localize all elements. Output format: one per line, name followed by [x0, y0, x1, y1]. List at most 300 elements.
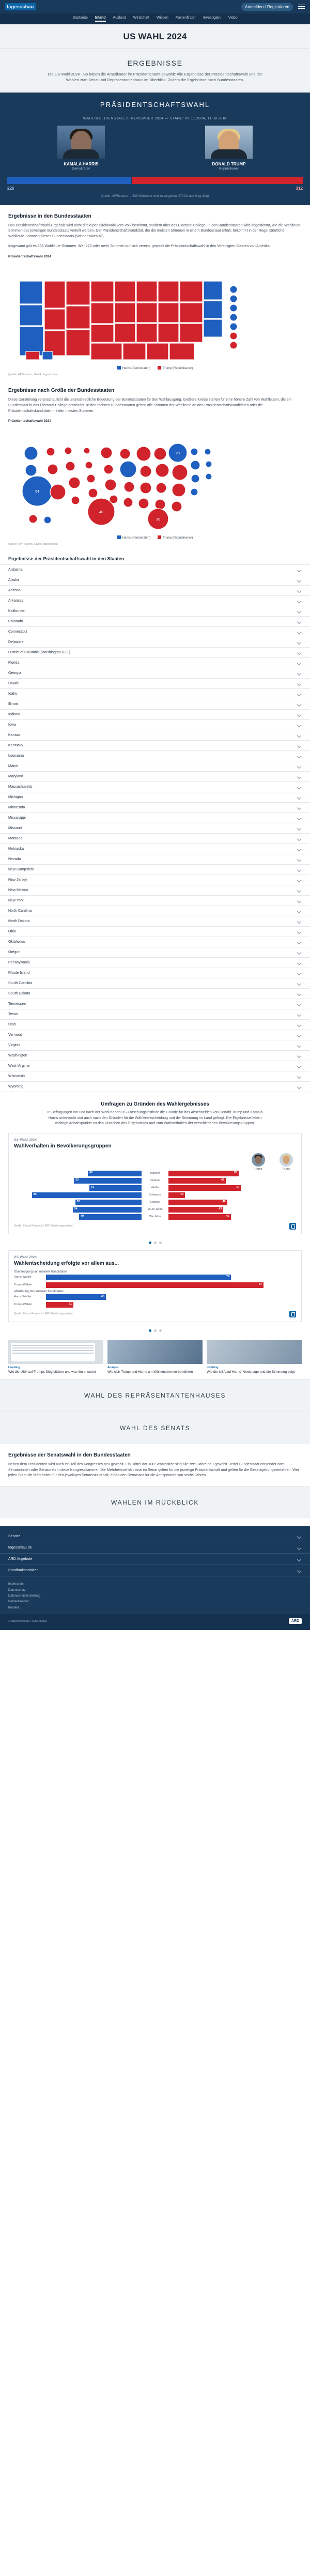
chart1-bar-rep-wrap: [168, 1200, 296, 1205]
state-accordion-label: Wyoming: [8, 1085, 24, 1089]
state-accordion-label: Maine: [8, 764, 19, 769]
state-accordion-label: New Mexico: [8, 888, 28, 893]
carousel-dots-1[interactable]: [0, 1239, 310, 1245]
chevron-down-icon: [297, 982, 301, 986]
chevron-down-icon: [297, 878, 301, 882]
senate-section-heading: Ergebnisse der Senatswahl in den Bundesstaaten: [8, 1452, 131, 1458]
chevron-down-icon: [297, 868, 301, 872]
footer-item-label-2: ARD Angebote: [8, 1557, 33, 1561]
state-accordion-item[interactable]: [0, 699, 310, 710]
state-accordion-item[interactable]: [0, 927, 310, 937]
state-accordion-item[interactable]: [0, 916, 310, 927]
state-accordion-item[interactable]: [0, 999, 310, 1009]
chart1-bar-rep-wrap: [168, 1171, 296, 1176]
chevron-down-icon: [297, 599, 301, 603]
retrospective-band-title: WAHLEN IM RÜCKBLICK: [111, 1499, 199, 1507]
footer-link[interactable]: Datenschutzeinstellung: [8, 1594, 41, 1598]
chevron-down-icon: [297, 888, 301, 893]
cartogram-paragraph: Diese Darstellung veranschaulicht die unterschiedliche Bedeutung der Bundesstaaten für den Wahlausgang. Größere Kreise stehen für eine höhere Zahl von Wahlleuten, die ein Bundesstaat in das Electoral College entsendet. In den meisten Bundesstaaten gehen alle Stimmen der Wahlleute an den Präsidentschaftskandidaten oder die Präsidentschaftskandidatin mit den meisten Stimmen.: [8, 397, 292, 413]
svg-text:54: 54: [35, 490, 39, 494]
teaser-image-1: [8, 1340, 103, 1364]
state-accordion-label: Nebraska: [8, 847, 24, 851]
state-accordion-label: Kansas: [8, 733, 21, 738]
state-accordion-label: District of Columbia (Washington D.C.): [8, 651, 70, 655]
chevron-down-icon: [297, 1033, 301, 1037]
state-accordion-item[interactable]: [0, 586, 310, 596]
chart1-footer: [14, 1223, 296, 1230]
state-accordion-label: Rhode Island: [8, 971, 30, 975]
chevron-down-icon: [297, 589, 301, 593]
chart2-rows: [14, 1270, 296, 1308]
chevron-down-icon: [297, 940, 301, 944]
chevron-down-icon: [297, 640, 301, 645]
state-accordion-item[interactable]: [0, 637, 310, 648]
state-accordion-label: New York: [8, 899, 24, 903]
legend-rep-2: Trump (Republikaner): [158, 535, 193, 540]
chart1-bar-row: [14, 1185, 296, 1191]
state-accordion-item[interactable]: [0, 854, 310, 865]
state-accordion-item[interactable]: [0, 1061, 310, 1071]
chevron-down-icon: [297, 1054, 301, 1058]
chart1-bar-dem-wrap: [14, 1207, 142, 1213]
retrospective-band[interactable]: [0, 1486, 310, 1519]
chart1-bar-row: [14, 1214, 296, 1220]
state-accordion-item[interactable]: [0, 792, 310, 803]
state-accordion-item[interactable]: [0, 978, 310, 989]
state-accordion-label: Tennessee: [8, 1002, 26, 1006]
state-accordion-item[interactable]: [0, 730, 310, 741]
chart1-bar-rep-wrap: [168, 1207, 296, 1213]
state-accordion-item[interactable]: [0, 668, 310, 679]
map-kicker-1: Präsidentschaftswahl 2024: [8, 254, 52, 258]
carousel-dot-2[interactable]: [154, 1241, 157, 1244]
site-footer: [0, 1526, 310, 1630]
carousel-dots-2[interactable]: [0, 1327, 310, 1333]
chart2-bar-row: [14, 1275, 296, 1280]
chart2-bar: 24: [46, 1294, 106, 1300]
state-accordion-label: Ohio: [8, 930, 16, 934]
state-accordion-item[interactable]: [0, 1030, 310, 1040]
chart1-bar-rep: 13: [168, 1192, 185, 1198]
footer-link[interactable]: Kontakt: [8, 1606, 19, 1609]
state-accordion-label: New Jersey: [8, 878, 27, 882]
chart1-bar-row: [14, 1178, 296, 1184]
chevron-down-icon: [297, 950, 301, 955]
survey-text: In Befragungen vor und nach der Wahl haben US-Forschungsinstitute die Gründe für das Abschneiden von Donald Trump und Kamala Harris untersucht und auch nach den Gründen für die Wählerentscheidung und die Stimmung im Land gefragt. Die Ergebnisse liefern wichtige Anhaltspunkte zu den Ursachen des Ergebnisses und zum Wahlverhalten der verschiedenen Bevölkerungsgruppen.: [47, 1111, 263, 1126]
state-accordion-item[interactable]: [0, 803, 310, 813]
senate-section: [0, 1444, 310, 1486]
chart1-bar-rep-wrap: [168, 1178, 296, 1184]
chevron-down-icon: [297, 816, 301, 820]
state-accordion-item[interactable]: [0, 989, 310, 999]
state-accordion-label: Connecticut: [8, 630, 27, 634]
senate-section-text: Neben dem Präsidenten wird auch ein Teil des Kongresses neu gewählt. Ein Drittel der 100 Senatssitze sind alle zwei Jahre neu gewählt. Jeder Bundesstaat entsendet zwei Senatorinnen oder Senatoren in diese Kongresskammer. Die Mehrheitsverhältnisse im Senat gelten für die jeweilige Präsidentschaft und gelten für die Gesetzgebungsverfahren. Wer jeden Staat die Mehrheiten für den jeweiligen Senatssitz erhält, erhält den Senatssitz für die Amtsperiode von sechs Jahren.: [8, 1462, 299, 1478]
state-accordion-label: Oregon: [8, 950, 21, 955]
candidate-party-harris: Demokraten: [72, 166, 90, 171]
state-accordion-item[interactable]: [0, 761, 310, 772]
chart2-series-label: Harris-Wähler: [14, 1295, 32, 1299]
chart1-bar-row: [14, 1192, 296, 1198]
state-accordion-label: Montana: [8, 837, 23, 841]
state-accordion-label: New Hampshire: [8, 868, 34, 872]
state-accordion-label: Pennsylvania: [8, 961, 30, 965]
teaser-2[interactable]: [107, 1340, 203, 1375]
footer-link[interactable]: Impressum: [8, 1583, 24, 1586]
state-accordion-item[interactable]: [0, 658, 310, 668]
teaser-image-3: [207, 1340, 302, 1364]
state-accordion-item[interactable]: [0, 720, 310, 730]
chart2-source: Quelle: Edison Research / NEP, Grafik: tagesschau: [14, 1312, 73, 1316]
electoral-count-rep: 312: [296, 186, 303, 191]
state-accordion-item[interactable]: [0, 596, 310, 606]
chart1-legend-label-trump: Trump: [282, 1167, 290, 1171]
chevron-down-icon: [297, 620, 301, 624]
nav-item-faktenfinder[interactable]: Faktenfinder: [175, 16, 196, 20]
state-accordion-item[interactable]: [0, 575, 310, 586]
electoral-paragraph-2: Insgesamt gibt es 538 Wahlleute-Stimmen. Wer 270 oder mehr Stimmen auf sich vereint, gewinnt die Präsidentschaftswahl in den Vereinigten Staaten von Amerika.: [8, 244, 271, 249]
chevron-down-icon: [297, 692, 301, 696]
chevron-down-icon: [297, 1023, 301, 1027]
state-accordion-label: Texas: [8, 1013, 18, 1017]
state-accordion-item[interactable]: [0, 885, 310, 896]
teaser-title-2: Wie sich Trump und Harris um Wählerstimmen bemühten: [107, 1370, 193, 1374]
footer-item-service[interactable]: [0, 1531, 310, 1542]
footer-item-label-3: Rundfunkanstalten: [8, 1569, 39, 1573]
state-accordion-label: South Carolina: [8, 982, 33, 986]
map-legend-2: [8, 535, 302, 540]
state-accordion-label: Indiana: [8, 713, 20, 717]
footer-link[interactable]: Datenschutz: [8, 1588, 26, 1592]
chevron-down-icon: [297, 754, 301, 758]
house-band-title: WAHL DES REPRÄSENTANTENHAUSES: [84, 1391, 226, 1399]
state-accordion-item[interactable]: [0, 834, 310, 844]
chart1-bar-rep: 57: [168, 1185, 241, 1191]
cartogram-svg: [8, 425, 302, 533]
state-accordion-label: Virginia: [8, 1044, 21, 1048]
brand-logo[interactable]: [5, 3, 36, 10]
cartogram-heading: Ergebnisse nach Größe der Bundesstaaten: [8, 387, 115, 393]
chevron-down-icon: [297, 837, 301, 841]
share-icon-2[interactable]: [289, 1311, 296, 1317]
state-accordion-item[interactable]: [0, 813, 310, 823]
chevron-down-icon: [297, 578, 301, 582]
state-accordion-item[interactable]: [0, 896, 310, 906]
chevron-down-icon: [297, 795, 301, 800]
state-accordion-item[interactable]: [0, 648, 310, 658]
carousel-dot-4[interactable]: [149, 1329, 151, 1332]
state-accordion-label: Wisconsin: [8, 1075, 25, 1079]
candidate-row: [0, 126, 310, 171]
teaser-1[interactable]: [8, 1340, 103, 1375]
share-icon[interactable]: [289, 1223, 296, 1230]
login-button[interactable]: Anmelden / Registrieren: [241, 3, 293, 11]
chart1-bar-row: [14, 1171, 296, 1176]
teaser-image-2: [107, 1340, 203, 1364]
state-accordion-item[interactable]: [0, 741, 310, 751]
teaser-title-3: Wie die USA auf Harris' Niederlage und die Stimmung zeigt: [207, 1370, 295, 1374]
footer-item-tagesschau[interactable]: [0, 1542, 310, 1554]
chart1-bar-row: [14, 1200, 296, 1205]
state-accordion-label: Minnesota: [8, 806, 25, 810]
chart1-bar-dem: 49: [79, 1214, 142, 1220]
state-accordion-label: Missouri: [8, 826, 22, 831]
state-accordion-item[interactable]: [0, 689, 310, 699]
chart1-bar-dem: 54: [73, 1207, 142, 1213]
chart1-bar-dem: 41: [89, 1185, 142, 1191]
electoral-result-bar: [7, 177, 303, 184]
chart2-footer: [14, 1311, 296, 1317]
state-accordion-item[interactable]: [0, 958, 310, 968]
electoral-bar-dem: [7, 177, 131, 184]
chart1-title: Wahlverhalten in Bevölkerungsgruppen: [14, 1143, 112, 1149]
state-accordion-item[interactable]: [0, 1040, 310, 1051]
chevron-down-icon: [297, 1002, 301, 1006]
footer-copyright: © tagesschau.de / ARD-aktuell: [8, 1619, 47, 1623]
chevron-down-icon: [297, 713, 301, 717]
chevron-down-icon: [297, 785, 301, 789]
svg-text:28: 28: [176, 452, 180, 456]
state-accordion-item[interactable]: [0, 1020, 310, 1030]
nav-item-inland[interactable]: Inland: [95, 16, 106, 22]
chevron-down-icon: [297, 702, 301, 707]
chart1-bar-rep-wrap: [168, 1214, 296, 1220]
chart2-series-label: Trump-Wähler: [14, 1303, 32, 1307]
state-accordion-label: Hawaii: [8, 682, 20, 686]
candidate-trump: [155, 126, 303, 171]
chart1-bar-rep-wrap: [168, 1185, 296, 1191]
carousel-dot-5[interactable]: [154, 1329, 157, 1332]
state-accordion-item[interactable]: [0, 606, 310, 617]
chart1-bar-rep: 49: [168, 1214, 231, 1220]
candidate-name-harris: KAMALA HARRIS: [64, 161, 99, 166]
chevron-down-icon: [297, 909, 301, 913]
chevron-down-icon: [297, 1534, 301, 1538]
chevron-down-icon: [297, 1064, 301, 1068]
state-accordion-item[interactable]: [0, 865, 310, 875]
state-accordion-label: North Carolina: [8, 909, 32, 913]
footer-links: [0, 1576, 310, 1614]
chevron-down-icon: [297, 630, 301, 634]
chart2-series-label: Trump-Wähler: [14, 1283, 32, 1287]
nav-item-wirtschaft[interactable]: Wirtschaft: [133, 16, 149, 20]
top-bar-actions: [241, 3, 305, 11]
state-accordion-item[interactable]: [0, 937, 310, 947]
chevron-down-icon: [297, 1557, 301, 1561]
chevron-down-icon: [297, 661, 301, 665]
state-accordion-label: Kentucky: [8, 744, 23, 748]
state-accordion-item[interactable]: [0, 1071, 310, 1082]
presidential-title: PRÄSIDENTSCHAFTSWAHL: [100, 100, 210, 109]
chevron-down-icon: [297, 671, 301, 676]
results-heading: ERGEBNISSE: [127, 59, 183, 67]
state-accordion-label: Washington: [8, 1054, 27, 1058]
chevron-down-icon: [297, 992, 301, 996]
footer-item-label-1: tagesschau.de: [8, 1546, 32, 1550]
state-accordion-item[interactable]: [0, 875, 310, 885]
chart1-category-label: Frauen: [150, 1179, 160, 1183]
candidate-harris: [7, 126, 155, 171]
presidential-subtitle: WAHLTAG: DIENSTAG, 5. NOVEMBER 2024 — STAND: 06.11.2024, 11:30 UHR: [83, 116, 227, 120]
chart1-source: Quelle: Edison Research / NEP, Grafik: tagesschau: [14, 1224, 73, 1228]
state-accordion-label: Utah: [8, 1023, 16, 1027]
state-accordion-item[interactable]: [0, 772, 310, 782]
chevron-down-icon: [297, 775, 301, 779]
chevron-down-icon: [297, 971, 301, 975]
teaser-title-1: Wie die USA auf Trumps Sieg blicken und was ihn erwartet: [8, 1370, 96, 1374]
nav-item-ausland[interactable]: Ausland: [113, 16, 126, 20]
state-accordion-label: Nevada: [8, 857, 21, 862]
state-accordion-label: Arkansas: [8, 599, 24, 603]
teaser-grid: [0, 1333, 310, 1379]
electoral-count-dem: 226: [7, 186, 14, 191]
chart2-bar-row: [14, 1302, 296, 1308]
chart2-bar-track: [46, 1275, 296, 1280]
state-accordion-item[interactable]: [0, 565, 310, 575]
state-accordion-label: Vermont: [8, 1033, 22, 1037]
state-accordion-item[interactable]: [0, 844, 310, 854]
chevron-down-icon: [297, 682, 301, 686]
state-accordion-label: Louisiana: [8, 754, 24, 758]
state-accordion-label: West Virginia: [8, 1064, 29, 1068]
chart2-bar: 74: [46, 1275, 231, 1280]
chart2-bar: 11: [46, 1302, 73, 1308]
chart1-category-label: Männer: [150, 1172, 160, 1175]
ard-logo: ARD: [289, 1618, 302, 1624]
chevron-down-icon: [297, 733, 301, 738]
chart2-bar: 87: [46, 1282, 264, 1288]
states-accordion: [0, 564, 310, 1092]
chart1-bar-dem-wrap: [14, 1214, 142, 1220]
chevron-down-icon: [297, 919, 301, 924]
state-accordion-item[interactable]: [0, 1009, 310, 1020]
carousel-dot-1[interactable]: [149, 1241, 151, 1244]
state-accordion-item[interactable]: [0, 617, 310, 627]
chevron-down-icon: [297, 723, 301, 727]
electoral-counts: [7, 186, 303, 191]
chevron-down-icon: [297, 806, 301, 810]
chart2-eyebrow: US-Wahl 2024: [14, 1255, 37, 1259]
state-accordion-item[interactable]: [0, 679, 310, 689]
chart2-series-label: Harris-Wähler: [14, 1276, 32, 1279]
nav-item-investigativ[interactable]: Investigativ: [203, 16, 221, 20]
chart1-bar-dem-wrap: [14, 1200, 142, 1205]
chevron-down-icon: [297, 764, 301, 769]
chart1-bar-dem: 86: [32, 1192, 142, 1198]
nav-item-startseite[interactable]: Startseite: [72, 16, 88, 20]
state-accordion-item[interactable]: [0, 782, 310, 792]
nav-item-video[interactable]: Video: [228, 16, 238, 20]
state-accordion-label: Maryland: [8, 775, 23, 779]
nav-item-wissen[interactable]: Wissen: [156, 16, 168, 20]
chart1-legend-label-harris: Harris: [254, 1167, 262, 1171]
chart1-category-label: Weiße: [151, 1186, 159, 1190]
state-accordion-item[interactable]: [0, 1051, 310, 1061]
chevron-down-icon: [297, 826, 301, 831]
candidate-photo-harris: [57, 126, 105, 159]
footer-item-ard-angebote[interactable]: [0, 1554, 310, 1565]
us-cartogram-map[interactable]: [8, 425, 302, 533]
chart2-bar-row: [14, 1282, 296, 1288]
legend-rep-1: Trump (Republikaner): [158, 366, 193, 370]
electoral-paragraph-1: Das Präsidentschaftswahl-Ergebnis wird nicht direkt per Direktwahl vom Volk bestimmt, sondern über das Electoral College. In den Bundesstaaten wird abgestimmt, wie die Wahlleute-Stimmen des jeweiligen Bundesstaats verteilt werden. Der Präsidentschaftskandidat, der die meisten Stimmen in einem Bundesstaat erhält, bekommt in der Regel sämtliche Wahlleute-Stimmen dieses Bundesstaats (Winner-takes-all).: [8, 223, 302, 239]
chart1-bar-dem: 42: [88, 1171, 142, 1176]
map-source-2: Quelle: AP/Reuters, Grafik: tagesschau: [8, 543, 58, 546]
top-bar: [0, 0, 310, 13]
senate-band[interactable]: [0, 1412, 310, 1444]
chevron-down-icon: [297, 930, 301, 934]
state-accordion-label: Georgia: [8, 671, 21, 676]
state-accordion-item[interactable]: [0, 823, 310, 834]
state-accordion-item[interactable]: [0, 1082, 310, 1092]
cartogram-section: [0, 379, 310, 549]
map-legend-1: [8, 366, 302, 370]
survey-heading: Umfragen zu Gründen des Wahlergebnisses: [101, 1101, 209, 1108]
carousel-dot-3[interactable]: [159, 1241, 162, 1244]
chevron-down-icon: [297, 1044, 301, 1048]
state-accordion-label: Mississippi: [8, 816, 26, 820]
state-accordion-item[interactable]: [0, 710, 310, 720]
chevron-down-icon: [297, 568, 301, 572]
state-accordion-label: Oklahoma: [8, 940, 25, 944]
us-choropleth-map[interactable]: [8, 260, 302, 364]
chart1-category-label: Latinos: [150, 1201, 160, 1204]
state-accordion-item[interactable]: [0, 968, 310, 978]
chevron-down-icon: [297, 961, 301, 965]
survey-section-head: [0, 1092, 310, 1128]
footer-item-rundfunkanstalten[interactable]: [0, 1565, 310, 1576]
chart1-bar-dem: 53: [74, 1178, 142, 1184]
chart1-category-label: 65+ Jahre: [148, 1215, 162, 1219]
state-accordion-item[interactable]: [0, 947, 310, 958]
chart2-group-label: Überzeugung von meinem Kandidaten: [14, 1270, 67, 1274]
chart2-bar-track: [46, 1302, 296, 1308]
chevron-down-icon: [297, 857, 301, 862]
electoral-note: Quelle: AP/Reuters — 538 Wahlleute sind zu vergeben, 270 für den Sieg nötig: [101, 194, 209, 198]
state-accordion-item[interactable]: [0, 906, 310, 916]
chart1-bar-row: [14, 1207, 296, 1213]
chart2-title: Wahlentscheidung erfolgte vor allem aus...: [14, 1260, 119, 1266]
state-accordion-label: Florida: [8, 661, 20, 665]
svg-text:30: 30: [156, 518, 160, 522]
state-accordion-item[interactable]: [0, 751, 310, 761]
state-accordion-label: Arizona: [8, 589, 21, 593]
footer-link[interactable]: Barrierefreiheit: [8, 1600, 29, 1604]
chart1-bar-dem-wrap: [14, 1192, 142, 1198]
legend-dem-1: Harris (Demokraten): [117, 366, 150, 370]
presidential-result-block: [0, 117, 310, 205]
house-band[interactable]: [0, 1379, 310, 1412]
chart1-bar-rep: 45: [168, 1178, 226, 1184]
chart1-bar-rep: 46: [168, 1200, 227, 1205]
chart1-legend-trump: [280, 1153, 293, 1171]
electoral-section: [0, 205, 310, 379]
page-masthead: [0, 24, 310, 49]
results-intro-band: [0, 49, 310, 93]
state-accordion-label: South Dakota: [8, 992, 30, 996]
us-map-svg: [8, 260, 302, 364]
candidate-name-trump: DONALD TRUMP: [212, 161, 246, 166]
state-accordion-label: Illinois: [8, 702, 19, 707]
sub-navigation: [0, 13, 310, 24]
teaser-3[interactable]: [207, 1340, 302, 1375]
state-accordion-label: Michigan: [8, 795, 23, 800]
electoral-section-heading: Ergebnisse in den Bundesstaaten: [8, 213, 91, 219]
hamburger-icon[interactable]: [298, 5, 305, 9]
chart1-bar-dem-wrap: [14, 1171, 142, 1176]
carousel-dot-6[interactable]: [159, 1329, 162, 1332]
legend-dem-2: Harris (Demokraten): [117, 535, 150, 540]
state-accordion-item[interactable]: [0, 627, 310, 637]
